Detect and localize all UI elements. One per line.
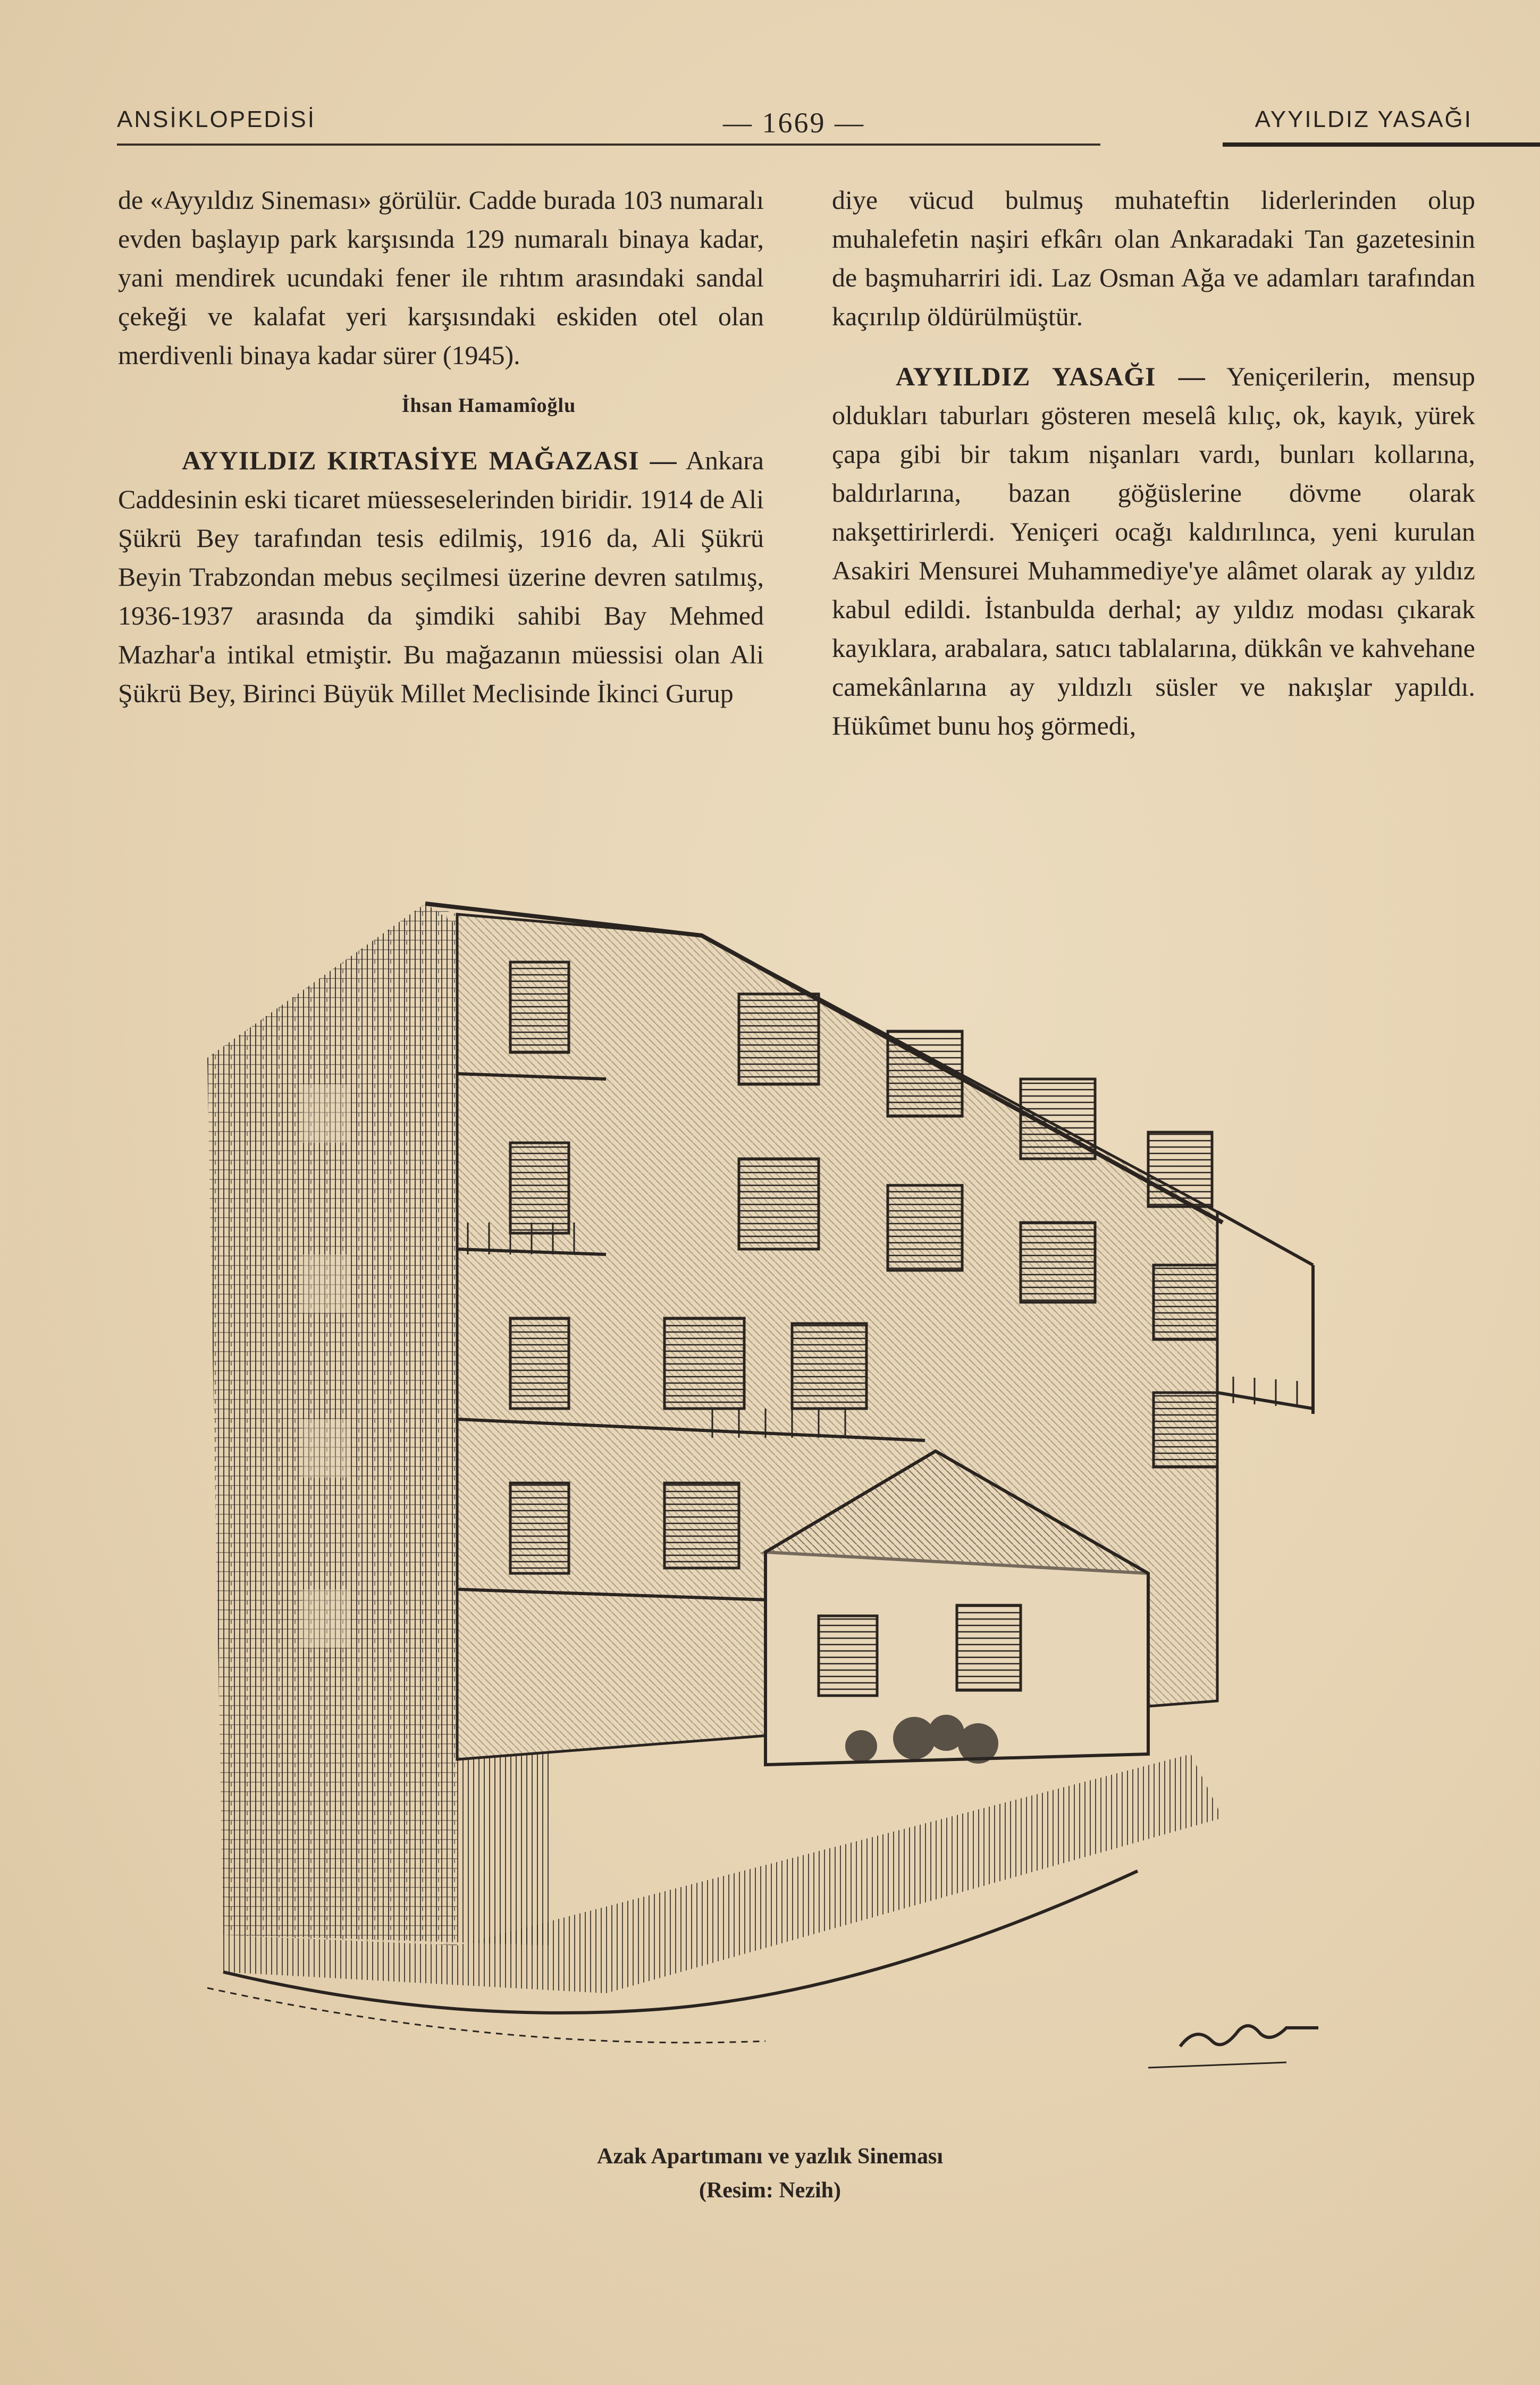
page-number: — 1669 — bbox=[723, 107, 865, 139]
entry-heading: AYYILDIZ KIRTASİYE MAĞAZASI — bbox=[182, 445, 677, 475]
building-illustration bbox=[128, 882, 1414, 2116]
entry-heading: AYYILDIZ YASAĞI — bbox=[896, 361, 1206, 391]
entry-text: Ankara Caddesinin eski ticaret müesseselerinden biridir. 1914 de Ali Şükrü Bey tarafından tesis edilmiş, 1916 da, Ali Şükrü Beyin Trabzondan mebus seçilmesi üzerine devren satılmış, 1936-1937 arasında da şimdiki sahibi Bay Mehmed Mazhar'a intikal etmiştir. Bu mağazanın müessisi olan Ali Şükrü Bey, Birinci Büyük Millet Meclisinde İkinci Gurup bbox=[118, 445, 764, 708]
header-left: ANSİKLOPEDİSİ bbox=[117, 106, 316, 132]
entry-yasagi bbox=[832, 357, 1475, 745]
header-rule-right bbox=[1223, 142, 1540, 147]
right-paragraph-1: diye vücud bulmuş muhateftin liderlerinden olup muhalefetin naşiri efkârı olan Ankaradaki Tan gazetesinin de başmuharriri idi. Laz Osman Ağa ve adamları tarafından kaçırılıp öldürülmüştür. bbox=[832, 185, 1475, 331]
left-paragraph-1: de «Ayyıldız Sineması» görülür. Cadde burada 103 numaralı evden başlayıp park karşısında 129 numaralı binaya kadar, yani mendirek ucundaki fener ile rıhtım arasındaki sandal çekeği ve kalafat yeri karşısındaki eskiden otel olan merdivenli binaya kadar sürer (1945). bbox=[118, 185, 764, 370]
right-column bbox=[832, 181, 1475, 745]
header-right: AYYILDIZ YASAĞI bbox=[1255, 106, 1472, 132]
page-header bbox=[117, 90, 1472, 154]
author-signature: İhsan Hamamîoğlu bbox=[401, 394, 576, 417]
header-rule bbox=[117, 144, 1100, 146]
entry-text: Yeniçerilerin, mensup oldukları taburları gösteren meselâ kılıç, ok, kayık, yürek çapa gibi bir takım nişanları vardı, bunları kollarına, baldırlarına, bazan göğüslerine dövme olarak nakşettirirlerdi. Yeniçeri ocağı kaldırılınca, yeni kurulan Asakiri Mensurei Muhammediye'ye alâmet olarak ay yıldız kabul edildi. İstanbulda derhal; ay yıldız modası çıkarak kayıklara, arabalara, satıcı tablalarına, dükkân ve kahvehane camekânlarına ay yıldızlı süsler ve nakışlar yapıldı. Hükûmet bunu hoş görmedi, bbox=[832, 361, 1475, 740]
left-column bbox=[118, 181, 764, 713]
caption-line-1: Azak Apartımanı ve yazlık Sineması bbox=[596, 2144, 944, 2169]
caption-line-2: (Resim: Nezih) bbox=[699, 2178, 841, 2203]
entry-kirtasiye bbox=[118, 441, 764, 713]
figure-caption bbox=[0, 2139, 1540, 2207]
